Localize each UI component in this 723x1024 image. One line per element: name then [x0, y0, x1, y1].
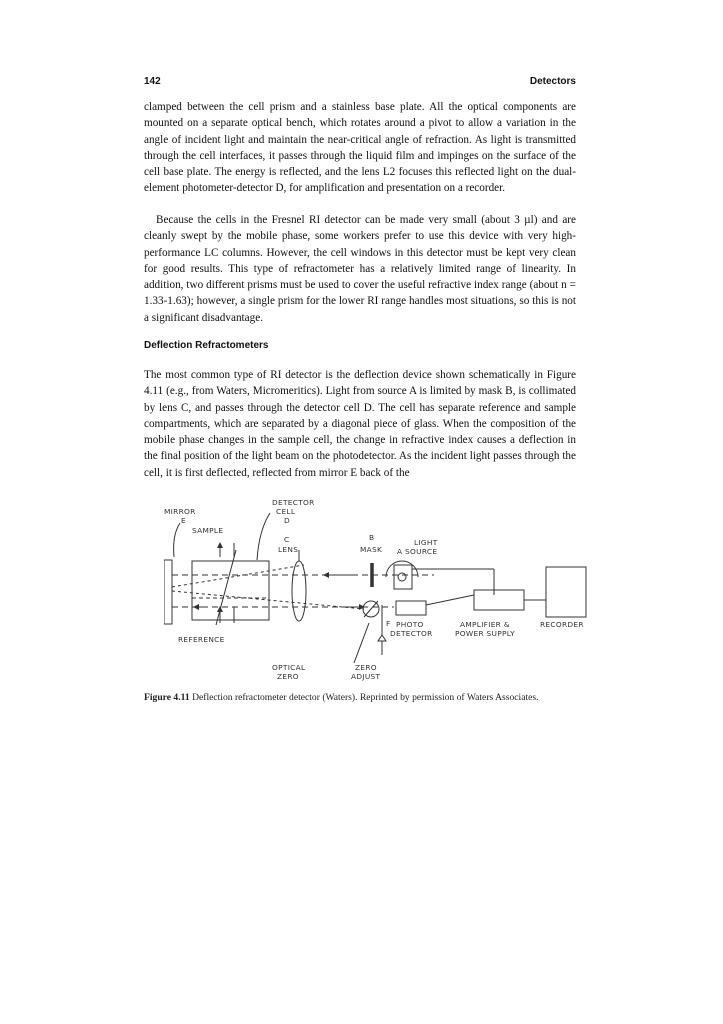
paragraph-fresnel-advantages: [144, 212, 576, 326]
label-detector: DETECTOR: [272, 498, 315, 507]
paragraph-text: The most common type of RI detector is the deflection device shown schematically in Figure 4.11 (e.g., from Waters, Micromeritics). Light from source A is limited by mask B, is collimated by lens C, and passes through the detector cell D. The cell has separate reference and sample compartments, which are separated by a diagonal piece of glass. When the composition of the mobile phase changes in the sample cell, the change in refractive index causes a deflection in the final position of the light beam on the photodetector. As the incident light passes through the cell, it is first deflected, reflected from mirror E back of the: [144, 369, 576, 479]
label-c: C: [284, 535, 290, 544]
label-mask: MASK: [360, 545, 383, 554]
caption-label: Figure 4.11: [144, 692, 190, 703]
figure-4-11-diagram: [164, 495, 614, 695]
label-light: LIGHT: [414, 538, 438, 547]
label-reference: REFERENCE: [178, 635, 225, 644]
label-e: E: [181, 516, 186, 525]
page-number: 142: [144, 76, 161, 87]
label-zero-adjust-1: ZERO: [355, 663, 377, 672]
lens: [292, 561, 306, 621]
paragraph-text: Because the cells in the Fresnel RI detector can be made very small (about 3 µl) and are cleanly swept by the mobile phase, some workers prefer to use this device with very high-performance LC columns. However, the cell windows in this detector must be kept very clean for good results. This type of refractometer has a relatively limited range of linearity. In addition, two different prisms must be used to cover the useful refractive index range (about n = 1.33-1.63); however, a single prism for the lower RI range handles most situations, so this is not a significant disadvantage.: [144, 214, 576, 324]
label-adjust: ADJUST: [351, 672, 381, 681]
paragraph-deflection: [144, 367, 576, 481]
label-photo: PHOTO: [396, 620, 424, 629]
mirror: [164, 560, 172, 624]
photodetector: [396, 601, 426, 615]
label-f: F: [386, 619, 391, 628]
recorder: [546, 567, 586, 617]
label-recorder: RECORDER: [540, 620, 584, 629]
running-header: [144, 76, 576, 94]
section-title: Detectors: [529, 76, 576, 87]
paragraph-text: clamped between the cell prism and a stainless base plate. All the optical components are mounted on a separate optical bench, which rotates around a pivot to allow a variation in the angle of incident light and maintain the near-critical angle of refraction. As light is transmitted through the cell interfaces, it passes through the liquid film and impinges on the surface of the cell base plate. The energy is reflected, and the lens L2 focuses this reflected light on the dual-element photometer-detector D, for amplification and presentation on a recorder.: [144, 101, 576, 195]
amplifier-power-supply: [474, 590, 524, 610]
label-optical: OPTICAL: [272, 663, 306, 672]
label-photo-detector: DETECTOR: [390, 629, 433, 638]
label-cell: CELL: [276, 507, 296, 516]
label-amplifier: AMPLIFIER &: [460, 620, 510, 629]
label-b: B: [369, 533, 375, 542]
mirror-pointer: [174, 523, 180, 557]
subheading-deflection: Deflection Refractometers: [144, 340, 269, 351]
figure-caption: [144, 692, 576, 704]
caption-text: Deflection refractometer detector (Waters). Reprinted by permission of Waters Associates.: [192, 692, 539, 703]
diagram-svg: [164, 495, 614, 695]
paragraph-fresnel-end: [144, 99, 576, 197]
label-lens: LENS: [278, 545, 299, 554]
label-d: D: [284, 516, 290, 525]
label-power-supply: POWER SUPPLY: [455, 629, 515, 638]
label-sample: SAMPLE: [192, 526, 224, 535]
light-source: [394, 565, 412, 589]
label-a-source: A SOURCE: [397, 547, 438, 556]
label-zero: ZERO: [277, 672, 299, 681]
label-mirror: MIRROR: [164, 507, 196, 516]
